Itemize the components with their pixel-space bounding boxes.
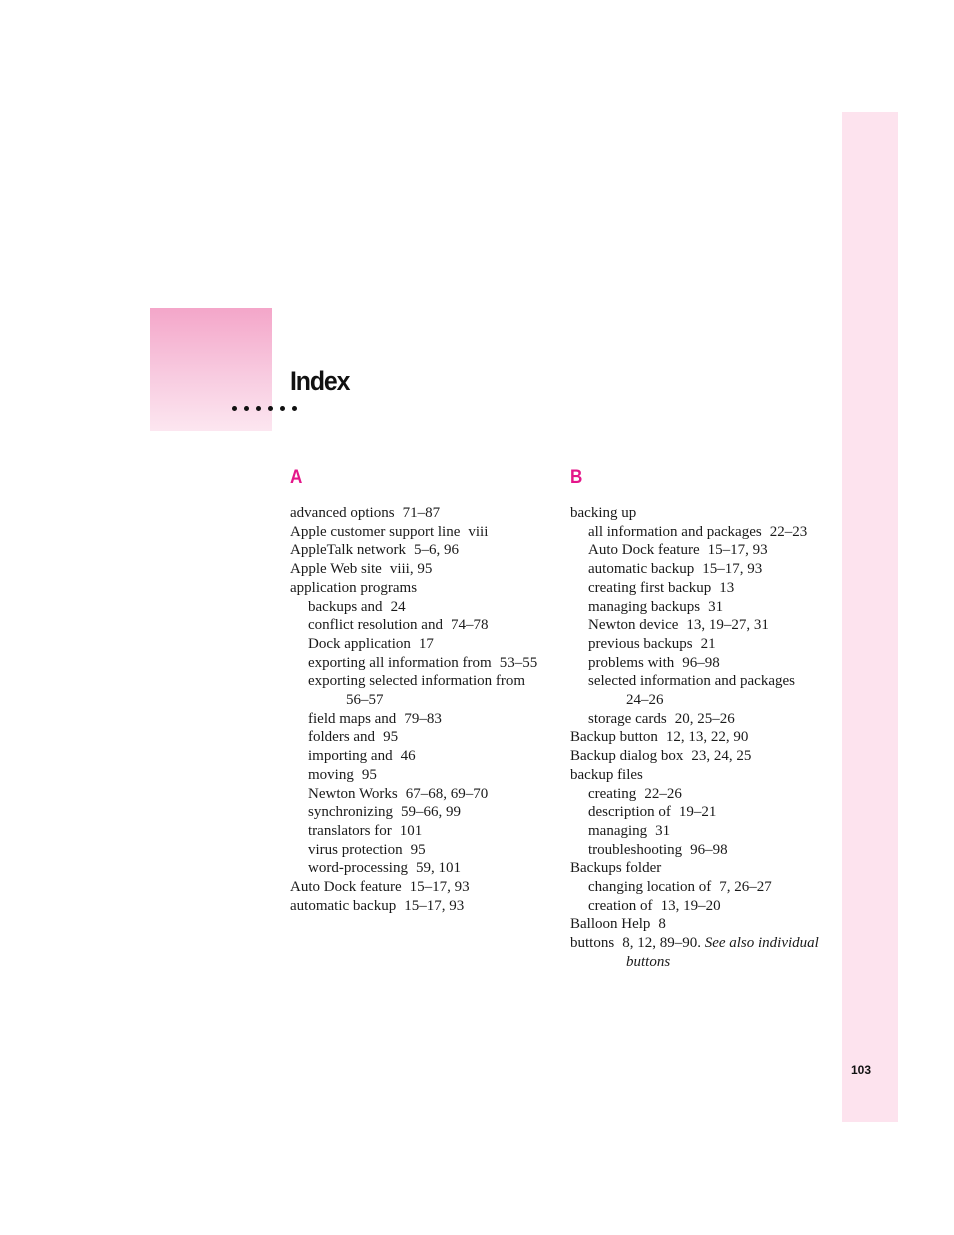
- index-section-a: [290, 467, 555, 915]
- index-subentry: [290, 616, 555, 635]
- page-references: 15–17, 93: [404, 897, 465, 914]
- index-subentry: [570, 616, 835, 635]
- index-term: automatic backup: [588, 561, 695, 578]
- dot-ornament: [268, 406, 273, 411]
- page-references: 95: [410, 841, 426, 858]
- index-term: word-processing: [308, 860, 408, 877]
- index-term: translators for: [308, 822, 392, 839]
- page-references: 20, 25–26: [674, 710, 735, 727]
- page-references: 53–55: [499, 654, 538, 671]
- index-term: problems with: [588, 654, 675, 671]
- index-entry: [570, 747, 835, 766]
- page-references: 96–98: [690, 841, 728, 858]
- page-references: 17: [418, 635, 434, 652]
- index-term: advanced options: [290, 505, 395, 521]
- index-term: storage cards: [588, 710, 667, 727]
- page-references: 101: [399, 822, 423, 839]
- index-subentry: [570, 560, 835, 579]
- index-subentry: [290, 803, 555, 822]
- index-term: Auto Dock feature: [290, 879, 402, 896]
- index-subentry: [570, 710, 835, 729]
- index-subentry: [570, 523, 835, 542]
- index-term: managing backups: [588, 598, 701, 615]
- index-term: Backups folder: [570, 860, 662, 877]
- page-references: 13: [719, 579, 735, 596]
- page-references: 74–78: [450, 617, 489, 634]
- index-term: moving: [308, 766, 354, 783]
- index-term: Dock application: [308, 635, 411, 652]
- index-subentry: [290, 728, 555, 747]
- index-term: application programs: [290, 579, 418, 596]
- index-term: description of: [588, 804, 671, 821]
- page-references: 13, 19–20: [660, 897, 721, 914]
- index-subentry: [290, 859, 555, 878]
- dot-ornament: [244, 406, 249, 411]
- index-term: synchronizing: [308, 804, 393, 821]
- index-term: selected information and packages: [588, 673, 795, 690]
- index-subentry: [290, 747, 555, 766]
- page-title: Index: [290, 366, 350, 396]
- index-term: Balloon Help: [570, 916, 651, 933]
- section-letter: B: [570, 467, 583, 488]
- page-references: 31: [655, 822, 671, 839]
- page-references: viii: [468, 523, 489, 540]
- dot-ornament: [280, 406, 285, 411]
- page-references: 7, 26–27: [719, 879, 772, 896]
- index-entry: [570, 728, 835, 747]
- index-term: Apple Web site: [290, 561, 382, 578]
- index-subentry: [570, 841, 835, 860]
- index-subentry: [290, 841, 555, 860]
- index-term: creating: [588, 785, 637, 802]
- index-subentry: [570, 803, 835, 822]
- index-term: Auto Dock feature: [588, 542, 700, 559]
- page-references: 24: [390, 598, 406, 615]
- index-term: exporting selected information from: [308, 673, 526, 690]
- page-references: 79–83: [404, 710, 442, 727]
- index-entry: [290, 560, 555, 579]
- index-entry-list: [290, 504, 555, 915]
- index-entry: [290, 579, 555, 598]
- index-subentry: [570, 785, 835, 804]
- title-dots-ornament: [232, 406, 297, 416]
- index-subentry: [570, 579, 835, 598]
- index-subentry: [570, 598, 835, 617]
- index-subentry: [290, 654, 555, 673]
- page-references: 8: [658, 916, 666, 933]
- page-references: 71–87: [402, 505, 441, 521]
- page-references: 95: [383, 729, 399, 746]
- page-references: 23, 24, 25: [691, 748, 752, 765]
- index-term: all information and packages: [588, 523, 762, 540]
- index-term: Newton Works: [308, 785, 398, 802]
- page-references: 19–21: [678, 804, 717, 821]
- index-entry: [570, 915, 835, 934]
- section-letter: A: [290, 467, 303, 488]
- index-subentry: [570, 822, 835, 841]
- index-term: Backup dialog box: [570, 748, 684, 765]
- index-term: Backup button: [570, 729, 658, 746]
- page-references: 22–23: [769, 523, 808, 540]
- index-term: previous backups: [588, 635, 693, 652]
- index-subentry: [290, 785, 555, 804]
- index-term: automatic backup: [290, 897, 397, 914]
- index-term: managing: [588, 822, 648, 839]
- dot-ornament: [292, 406, 297, 411]
- index-section-b: [570, 467, 835, 972]
- page-references: 95: [361, 766, 377, 783]
- index-term: exporting all information from: [308, 654, 492, 671]
- index-term: Newton device: [588, 617, 679, 634]
- index-term: AppleTalk network: [290, 542, 407, 559]
- page-references: 56–57: [346, 692, 384, 709]
- page-references: 15–17, 93: [409, 879, 470, 896]
- index-subentry: [290, 710, 555, 729]
- page-references: 13, 19–27, 31: [686, 617, 769, 634]
- page-references: 15–17, 93: [702, 561, 763, 578]
- index-subentry: [570, 897, 835, 916]
- index-entry: [290, 541, 555, 560]
- page-references: 12, 13, 22, 90: [665, 729, 749, 746]
- index-term: folders and: [308, 729, 376, 746]
- page-references: 31: [708, 598, 724, 615]
- page-references: 67–68, 69–70: [405, 785, 489, 802]
- see-also-reference: See also individual: [704, 935, 819, 952]
- side-tab-strip: [842, 112, 898, 1122]
- page-references: 46: [400, 748, 416, 765]
- index-term: changing location of: [588, 879, 712, 896]
- index-entry: [290, 897, 555, 916]
- see-also-reference: buttons: [626, 953, 671, 970]
- index-entry: [570, 934, 835, 971]
- index-subentry: [570, 672, 835, 709]
- index-term: importing and: [308, 748, 393, 765]
- index-term: Apple customer support line: [290, 523, 461, 540]
- index-subentry: [290, 822, 555, 841]
- index-term: field maps and: [308, 710, 397, 727]
- index-subentry: [290, 766, 555, 785]
- index-term: conflict resolution and: [308, 617, 443, 634]
- index-entry-list: [570, 504, 835, 972]
- page-references: 5–6, 96: [414, 542, 460, 559]
- index-entry: [290, 523, 555, 542]
- index-term: creation of: [588, 897, 653, 914]
- index-entry: [570, 504, 835, 523]
- index-entry: [570, 766, 835, 785]
- index-subentry: [290, 672, 555, 709]
- page-references: 8, 12, 89–90.: [622, 935, 701, 952]
- page-references: 24–26: [626, 692, 664, 709]
- index-term: creating first backup: [588, 579, 712, 596]
- page-references: 21: [700, 635, 716, 652]
- index-entry: [290, 504, 555, 523]
- page-references: 22–26: [644, 785, 682, 802]
- page-references: viii, 95: [389, 561, 433, 578]
- dot-ornament: [256, 406, 261, 411]
- index-subentry: [570, 878, 835, 897]
- index-term: troubleshooting: [588, 841, 683, 858]
- index-term: backup files: [570, 766, 643, 783]
- index-subentry: [290, 635, 555, 654]
- index-term: backups and: [308, 598, 383, 615]
- index-term: virus protection: [308, 841, 403, 858]
- index-entry: [570, 859, 835, 878]
- index-entry: [290, 878, 555, 897]
- page-references: 96–98: [682, 654, 720, 671]
- index-subentry: [290, 598, 555, 617]
- page-references: 15–17, 93: [707, 542, 768, 559]
- dot-ornament: [232, 406, 237, 411]
- index-term: buttons: [570, 935, 615, 952]
- index-subentry: [570, 654, 835, 673]
- index-term: backing up: [570, 505, 637, 521]
- page-number: 103: [851, 1063, 872, 1077]
- page-references: 59, 101: [415, 860, 461, 877]
- index-subentry: [570, 541, 835, 560]
- index-subentry: [570, 635, 835, 654]
- page-references: 59–66, 99: [400, 804, 461, 821]
